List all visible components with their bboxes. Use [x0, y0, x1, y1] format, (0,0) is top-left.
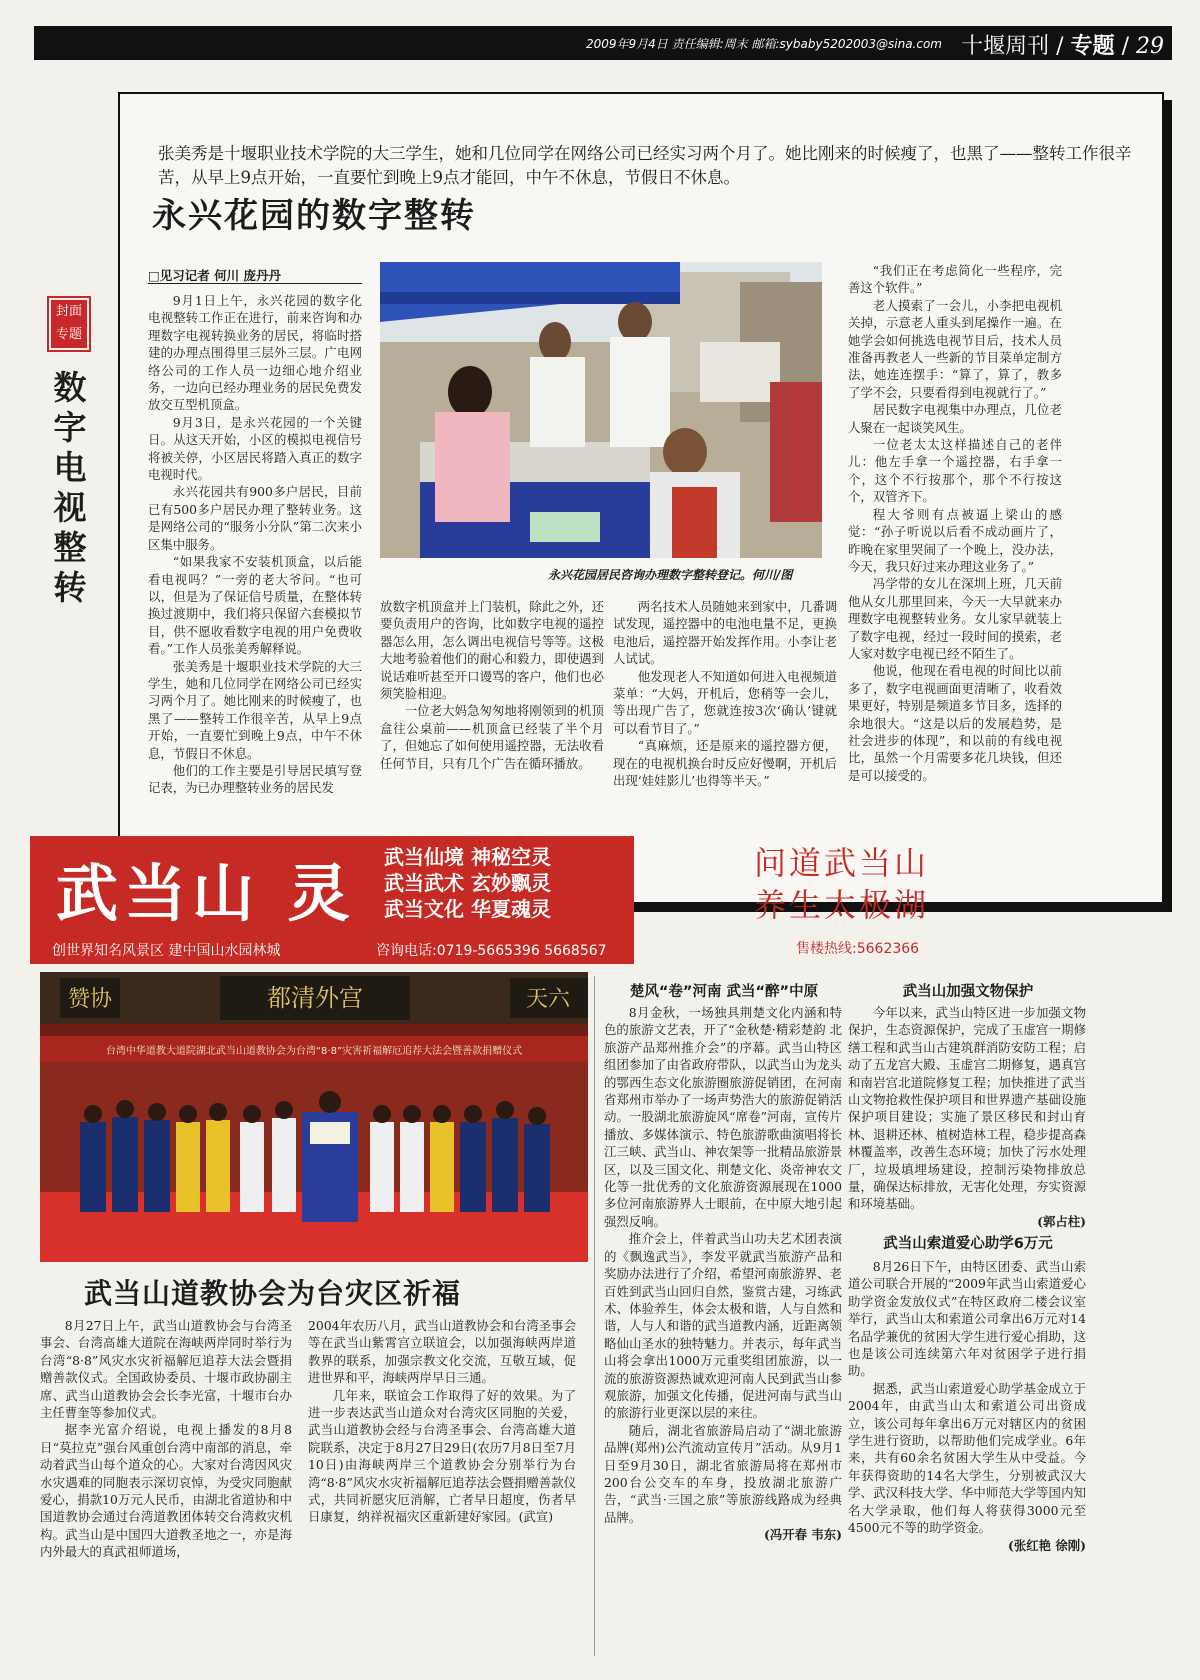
feature-column-1	[148, 292, 362, 812]
ad-sales-hotline: 售楼热线:5662366	[796, 941, 920, 957]
paragraph: 2004年农历八月，武当山道教协会和台湾圣事会等在武当山紫霄宫立联谊会，以加强海峡两岸道教界的联系，加强宗教文化交流，互敬互域，促进世界和平，海峡两岸早日三通。	[308, 1318, 576, 1386]
ad-right-title	[754, 842, 929, 926]
paragraph: 8月金秋，一场独具荆楚文化内涵和特色的旅游文艺表，开了“金秋楚·精彩楚韵 北旅游产品郑州推介会”的序幕。武当山特区组团参加了由省政府带队，以武当山为龙头的鄂西生态文化旅游圈旅游促销团，在河南省郑州市举办了一场声势浩大的旅游促销活动。一股湖北旅游旋风“席卷”河南，宣传片播放、多媒体演示、特色旅游歌曲演唱将长江三峡、武当山、神农架等一批精品旅游景区，以及三国文化、荆楚文化、炎帝神农文化等一批优秀的文化旅游资源展现在1000多位河南旅游界人士眼前，在中原大地引起强烈反响。	[604, 1005, 842, 1229]
scholarship-headline: 武当山索道爱心助学6万元	[883, 1236, 1053, 1252]
paragraph: 放数字机顶盒并上门装机，除此之外，还要负责用户的咨询，比如数字电视的遥控器怎么用，怎么调出电视信号等等。这极大地考验着他们的耐心和毅力，即使遇到说话难听甚至开口谩骂的客户，他们也必须笑脸相迎。	[380, 599, 604, 702]
relics-headline: 武当山加强文物保护	[902, 984, 1034, 1000]
paragraph: 推介会上，伴着武当山功夫艺术团表演的《飘逸武当》，李发平就武当旅游产品和奖励办法进行了介绍，希望河南旅游界、老百姓到武当山回归自然，鉴赏古建，习练武术、体验养生，体会太极和谐，人与自然和谐，人与人和谐的武当道教内涵，近距离领略仙山圣水的独特魅力。并表示，每年武当山将会拿出1000万元重奖组团旅游，以一流的旅游资源热诚欢迎河南人民到武当山参观旅游，加强文化传播，促进河南与武当山的旅游行业更深以层的来往。	[604, 1231, 842, 1421]
feature-column-4	[848, 262, 1062, 784]
masthead-bar	[34, 26, 1172, 60]
vertical-topic-title: 数字电视整转	[53, 368, 87, 607]
paragraph: 9月1日上午，永兴花园的数字化电视整转工作正在进行，前来咨询和办理数字电视转换业务的居民，将临时搭建的办理点围得里三层外三层。广电网络公司的工作人员一边细心地介绍业务，一边向已经办理业务的居民免费发放交互型机顶盒。	[148, 293, 362, 413]
ad-slogan: 武当仙境 神秘空灵	[384, 845, 551, 869]
paragraph: 一位老大妈急匆匆地将刚领到的机顶盒往公桌前——机顶盒已经装了半个月了，但她忘了如何使用遥控器，无法收看任何节目，只有几个广告在循环播放。	[380, 703, 604, 771]
plaque-text: 都清外宫	[267, 984, 363, 1012]
plaque-text: 赞协	[67, 987, 113, 1012]
paragraph: “我们正在考虑简化一些程序，完善这个软件。”	[848, 263, 1062, 296]
paragraph: 9月3日，是永兴花园的一个关键日。从这天开始，小区的模拟电视信号将被关停，小区居民将踏入真正的数字电视时代。	[148, 414, 362, 483]
paragraph: 程大爷则有点被逼上梁山的感觉：“孙子听说以后看不成动画片了，昨晚在家里哭闹了一个晚上，没办法，今天，我只好过来办理这业务了。”	[848, 506, 1062, 574]
masthead-info: 2009年9月4日 责任编辑:周末 邮箱:sybaby5202003@sina.com	[586, 37, 942, 51]
paragraph: 老人摸索了一会儿，小李把电视机关掉，示意老人重头到尾操作一遍。在她学会如何挑选电视节目后，技术人员准备再教老人一些新的节目菜单定制方法，她连连摆手：“算了，算了，教多了学不会，只要看得到电视就行了。”	[848, 297, 1062, 400]
wudang-ad-banner	[30, 836, 1170, 962]
paragraph: 几年来，联谊会工作取得了好的效果。为了进一步表达武当山道众对台湾灾区同胞的关爱，武当山道教协会经与台湾圣事会、台湾高雄大道院联系，决定于8月27日29日(农历7月8日至7月10日)由海峡两岸三个道教协会分别举行为台湾“8·8”风灾水灾祈福解厄追荐法会暨捐赠善款仪式，共同祈愿灾厄消解，亡者早日超度，伤者早日康复，纳祥祝福灾区重新建好家园。(武宣)	[308, 1387, 576, 1525]
paragraph: 冯学带的女儿在深圳上班，几天前他从女儿那里回来，今天一大早就来办理数字电视整转业务。女儿家早就装上了数字电视，经过一段时间的摸索，老人家对数字电视已经不陌生了。	[848, 576, 1062, 661]
tourism-headline: 楚风“卷”河南 武当“醉”中原	[629, 984, 819, 1000]
photo-caption: 永兴花园居民咨询办理数字整转登记。何川/图	[548, 568, 793, 582]
feature-column-3	[613, 598, 837, 789]
section-name: 专题	[1070, 33, 1115, 59]
paragraph: 据李光富介绍说，电视上播发的8月8日“莫拉克”强台风重创台湾中南部的消息，牵动着武当山每个道众的心。大家对台湾因风灾水灾遇难的同胞表示深切哀悼，为受灾同胞献爱心，捐款10万元人民币，由湖北省道协和中国道教协会通过台湾道教团体转交台湾救灾机构。武当山是中国四大道教圣地之一，亦是海内外最大的真武祖师道场，	[40, 1422, 292, 1560]
scholarship-column	[848, 1258, 1086, 1554]
masthead-section: 十堰周刊 / 专题 / 29	[961, 33, 1164, 59]
author-credit: (郭占柱)	[1037, 1213, 1086, 1229]
plaque-text: 天六	[525, 987, 571, 1012]
column-divider	[594, 976, 595, 1656]
photo-residents-registration	[380, 262, 822, 558]
ceremony-banner-text: 台湾中华道教大道院湖北武当山道教协会为台湾“8·8”灾害祈福解厄追荐大法会暨善款捐赠仪式	[105, 1046, 523, 1057]
cover-topic-label: 封面专题	[51, 300, 87, 348]
author-credit: (冯开春 韦东)	[764, 1527, 842, 1543]
ceremony-column-1	[40, 1317, 292, 1561]
paragraph: 他发现老人不知道如何进入电视频道菜单：“大妈，开机后，您稍等一会儿，等出现广告了，您就连按3次‘确认’键就可以看节目了。”	[613, 668, 837, 736]
paragraph: “真麻烦，还是原来的遥控器方便，现在的电视机换台时反应好慢啊，开机后出现‘娃娃影儿’也得等半天。”	[613, 738, 837, 789]
ceremony-column-2	[308, 1317, 576, 1526]
ceremony-headline: 武当山道教协会为台灾区祈福	[84, 1277, 462, 1310]
author-credit: (张红艳 徐刚)	[1008, 1537, 1086, 1553]
ad-slogan: 武当文化 华夏魂灵	[384, 897, 551, 921]
byline: □见习记者 何川 庞丹丹	[148, 268, 282, 283]
ad-right-line: 养生太极湖	[754, 886, 930, 924]
paragraph: 今年以来，武当山特区进一步加强文物保护，生态资源保护，完成了玉虚宫一期修缮工程和武当山古建筑群消防安防工程；启动了五龙宫大殿、玉虚宫二期修复，遇真宫和南岩宫北道院修复工程；加快推进了武当山文物抢救性保护项目和世界遗产基础设施保护项目建设；实施了景区移民和封山育林、退耕还林、植树造林工程，稳步提高森林覆盖率，改善生态环境；加快了污水处理厂，垃圾填埋场建设，控制污染物排放总量，确保达标排放，无害化处理，夯实资源和环境基础。	[848, 1005, 1086, 1212]
paragraph: 8月26日下午，由特区团委、武当山索道公司联合开展的“2009年武当山索道爱心助学资金发放仪式”在特区政府二楼会议室举行，武当山太和索道公司拿出6万元对14名品学兼优的贫困大学生进行爱心捐助，这也是该公司连续第六年对贫困学子进行捐助。	[848, 1259, 1086, 1379]
ad-tagline: 创世界知名风景区 建中国山水园林城	[52, 943, 281, 959]
byline-rule	[148, 283, 362, 284]
feature-headline: 永兴花园的数字整转	[152, 196, 476, 236]
paragraph: 他们的工作主要是引导居民填写登记表，为已办理整转业务的居民发	[148, 762, 362, 796]
paragraph: 永兴花园共有900多户居民，目前已有500多户居民办理了整转业务。这是网络公司的“服务小分队”第二次来小区集中服务。	[148, 484, 362, 552]
paragraph: 两名技术人员随她来到家中，几番调试发现，遥控器中的电池电量不足，更换电池后，遥控器开始发挥作用。小李让老人试试。	[613, 599, 837, 667]
paragraph: 8月27日上午，武当山道教协会与台湾圣事会、台湾高雄大道院在海峡两岸同时举行为台湾“8·8”风灾水灾祈福解厄追荐大法会暨捐赠善款仪式。全国政协委员、十堰市政协副主席、武当山道教协会会长李光富，十堰市台办主任曹奎等参加仪式。	[40, 1318, 292, 1421]
paragraph: 他说，他现在看电视的时间比以前多了，数字电视画面更清晰了，收看效果更好，特别是频道多节目多，选择的余地很大。“这是以后的发展趋势，是社会进步的体现”，和以前的有线电视比，虽然一个月需要多花几块钱，但还是可以接受的。	[848, 663, 1062, 783]
ad-slogan: 武当武术 玄妙飘灵	[384, 871, 551, 895]
feature-lead: 张美秀是十堰职业技术学院的大三学生，她和几位同学在网络公司已经实习两个月了。她比刚来的时候瘦了，也黑了——整转工作很辛苦，从早上9点开始，一直要忙到晚上9点才能回，中午不休息，节假日不休息。	[158, 144, 1132, 187]
relics-column	[848, 1004, 1086, 1230]
ad-phone: 咨询电话:0719-5665396 5668567	[376, 943, 607, 959]
paragraph: 张美秀是十堰职业技术学院的大三学生，她和几位同学在网络公司已经实习两个月了。她比刚来的时候瘦了，也黑了——整转工作很辛苦，从早上9点开始，一直要忙到晚上9点，中午不休息，节假日不休息。	[148, 658, 362, 761]
paper-name: 十堰周刊	[961, 34, 1050, 59]
photo-ceremony-illustration	[40, 972, 588, 1262]
feature-column-2	[380, 598, 604, 772]
paragraph: 据悉，武当山索道爱心助学基金成立于2004年，由武当山太和索道公司出资成立，该公司每年拿出6万元对辖区内的贫困学生进行资助，以帮助他们完成学业。6年来，共有60余名贫困大学生从中受益。今年获得资助的14名大学生，分别被武汉大学、武汉科技大学、华中师范大学等国内知名大学录取，他们每人将获得3000元至4500元不等的助学资金。	[848, 1380, 1086, 1536]
tourism-column	[604, 1004, 842, 1544]
paragraph: “如果我家不安装机顶盒，以后能看电视吗？”一旁的老大爷问。“也可以，但是为了保证信号质量，在整体转换过渡期中，我们将只保留六套模拟节目，供不愿收看数字电视的用户免费收看。”工作人员张美秀解释说。	[148, 554, 362, 657]
photo-taoist-ceremony	[40, 972, 588, 1262]
paragraph: 随后，湖北省旅游局启动了“湖北旅游品牌(郑州)公汽流动宣传月”活动。从9月1日至9月30日，湖北省旅游局将在郑州市200台公交车的车身，投放湖北旅游广告，“武当·三国之旅”等旅游线路成为经典品牌。	[604, 1422, 842, 1525]
ad-right-line: 问道武当山	[754, 844, 930, 882]
cover-topic-stamp	[47, 296, 91, 352]
paragraph: 居民数字电视集中办理点，几位老人聚在一起谈笑风生。	[848, 402, 1062, 435]
page-number: 29	[1136, 34, 1164, 59]
paragraph: 一位老太太这样描述自己的老伴儿：他左手拿一个遥控器，右手拿一个，这个不行按那个，那个不行按这个，双管齐下。	[848, 437, 1062, 505]
ad-title: 武当山 灵	[56, 857, 356, 930]
photo-residents-illustration	[380, 262, 822, 558]
ad-slogans	[384, 844, 551, 922]
